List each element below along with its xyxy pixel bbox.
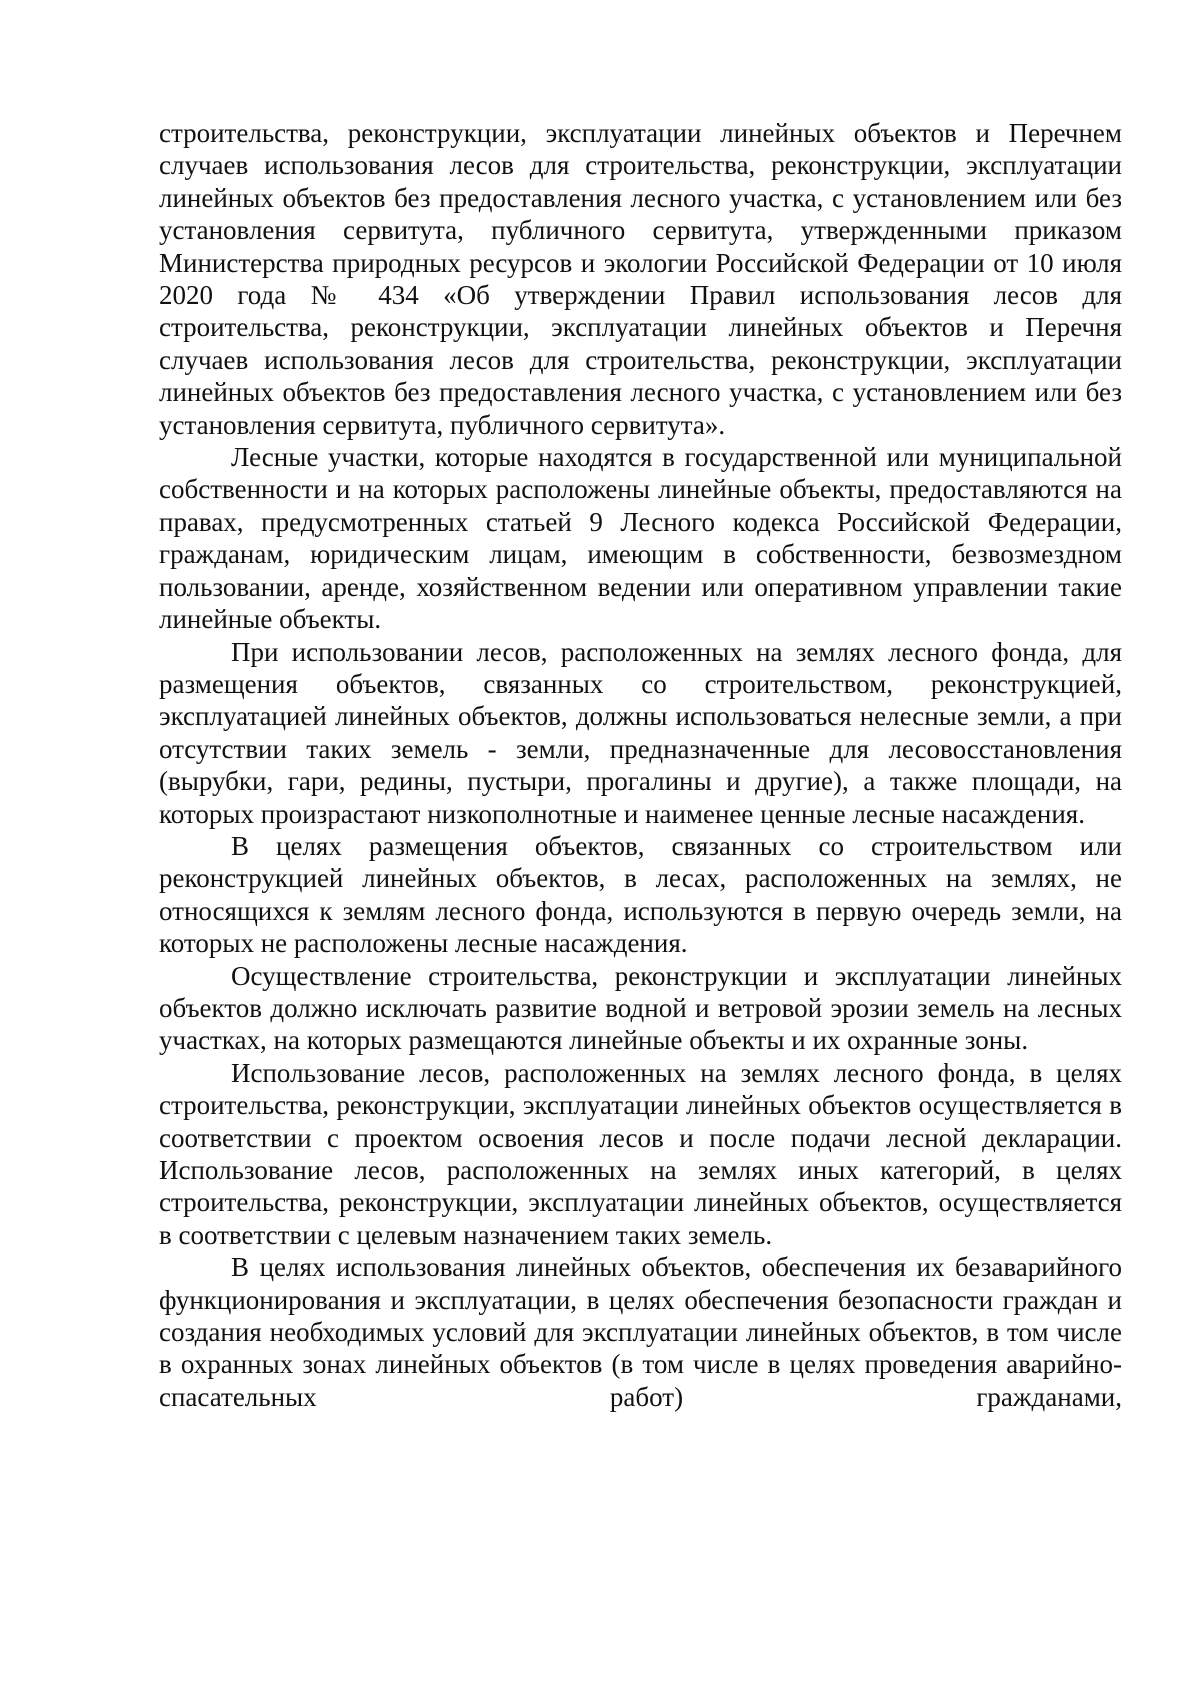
paragraph-placement-objectives: В целях размещения объектов, связанных со строительством или реконструкцией линейных объектов, в лесах, расположенных на землях, не относящихся к землям лесного фонда, используются в первую очередь земли, на которых не расположены лесные насаждения. [159, 830, 1122, 959]
paragraph-non-forest-lands: При использовании лесов, расположенных на землях лесного фонда, для размещения объектов, связанных со строительством, реконструкцией, эксплуатацией линейных объектов, должны использоваться нелесные земли, а при отсутствии таких земель - земли, предназначенные для лесовосстановления (вырубки, гари, редины, пустыри, прогалины и другие), а также площади, на которых произрастают низкополнотные и наименее ценные лесные насаждения. [159, 636, 1122, 829]
paragraph-linear-objects-use: В целях использования линейных объектов, обеспечения их безаварийного функционирования и эксплуатации, в целях обеспечения безопасности граждан и создания необходимых условий для эксплуатации линейных объектов, в том числе в охранных зонах линейных объектов (в том числе в целях проведения аварийно-спасательных работ) гражданами, [159, 1252, 1122, 1412]
paragraph-continuation: строительства, реконструкции, эксплуатации линейных объектов и Перечнем случаев использования лесов для строительства, реконструкции, эксплуатации линейных объектов без предоставления лесного участка, с установлением или без установления сервитута, публичного сервитута, утвержденными приказом Министерства природных ресурсов и экологии Российской Федерации от 10 июля 2020 года № 434 «Об утверждении Правил использования лесов для строительства, реконструкции, эксплуатации линейных объектов и Перечня случаев использования лесов для строительства, реконструкции, эксплуатации линейных объектов без предоставления лесного участка, с установлением или без установления сервитута, публичного сервитута». [159, 118, 1122, 440]
paragraph-erosion-prevention: Осуществление строительства, реконструкции и эксплуатации линейных объектов должно исключать развитие водной и ветровой эрозии земель на лесных участках, на которых размещаются линейные объекты и их охранные зоны. [159, 960, 1122, 1056]
document-page [159, 117, 1122, 1413]
paragraph-forest-plots-provision: Лесные участки, которые находятся в государственной или муниципальной собственности и на которых расположены линейные объекты, предоставляются на правах, предусмотренных статьей 9 Лесного кодекса Российской Федерации, гражданам, юридическим лицам, имеющим в собственности, безвозмездном пользовании, аренде, хозяйственном ведении или оперативном управлении такие линейные объекты. [159, 442, 1122, 635]
paragraph-forest-development-project: Использование лесов, расположенных на землях лесного фонда, в целях строительства, реконструкции, эксплуатации линейных объектов осуществляется в соответствии с проектом освоения лесов и после подачи лесной декларации. Использование лесов, расположенных на землях иных категорий, в целях строительства, реконструкции, эксплуатации линейных объектов, осуществляется в соответствии с целевым назначением таких земель. [159, 1057, 1122, 1250]
